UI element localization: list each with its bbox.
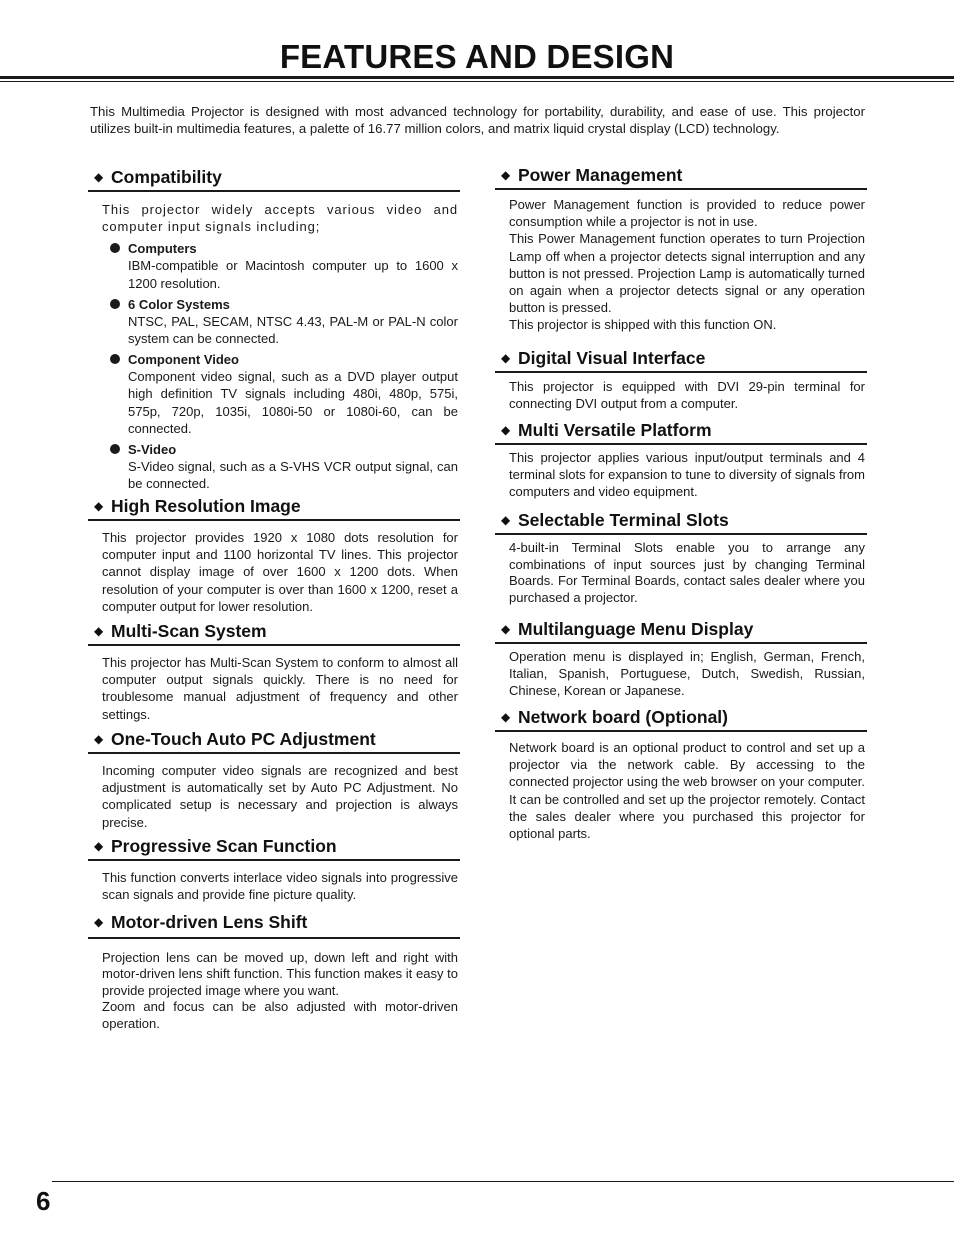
diamond-icon: ◆ (501, 710, 511, 724)
section-text: Operation menu is displayed in; English, German, French, Italian, Spanish, Portuguese, Dutch, Swedish, Russian, Chinese, Korean or Japanese. (509, 649, 865, 699)
section-heading (495, 618, 867, 644)
section-title: Multi Versatile Platform (518, 420, 712, 440)
page-number: 6 (36, 1186, 51, 1216)
list-item-title: Component Video (128, 352, 239, 368)
section-multilanguage (495, 618, 867, 700)
section-heading (88, 911, 460, 939)
section-body (102, 869, 458, 903)
section-text: This projector is equipped with DVI 29-pin terminal for connecting DVI output from a computer. (509, 379, 865, 412)
section-heading (495, 509, 867, 535)
title-rule-thin (0, 81, 954, 82)
diamond-icon: ◆ (94, 170, 104, 184)
section-body (509, 648, 865, 700)
section-title: One-Touch Auto PC Adjustment (111, 729, 376, 749)
section-title: Multi-Scan System (111, 621, 267, 641)
section-power-management (495, 164, 867, 334)
list-item (128, 351, 458, 437)
list-item-title: Computers (128, 241, 197, 257)
section-title: Power Management (518, 165, 683, 185)
list-item (128, 240, 458, 291)
section-heading (88, 728, 460, 754)
section-body (509, 378, 865, 412)
footer-rule (52, 1181, 954, 1182)
bullet-dot-icon (110, 243, 120, 253)
section-heading (495, 706, 867, 732)
bullet-dot-icon (110, 299, 120, 309)
section-progressive (88, 835, 460, 903)
section-network-board (495, 706, 867, 842)
section-text: This projector provides 1920 x 1080 dots resolution for computer input and 1100 horizontal TV lines. This projector cannot display image of over 1600 x 1200 dots. When resolution of your computer is over than 1600 x 1200, reset a computer output for lower resolution. (102, 530, 458, 614)
section-body (102, 654, 458, 723)
list-item-text: Component video signal, such as a DVD player output high definition TV signals including 480i, 480p, 575i, 575p, 720p, 1035i, 1080i-50 or 1080i-60, can be connected. (128, 369, 458, 436)
section-text: This Power Management function operates to turn Projection Lamp off when a projector detects signal interruption and any button is not pressed. Projection Lamp is automatically turned on again when a projector detects signal or any operation button is pressed. (509, 231, 865, 316)
list-item-text: NTSC, PAL, SECAM, NTSC 4.43, PAL-M or PAL-N color system can be connected. (128, 313, 458, 347)
list-item (128, 296, 458, 347)
diamond-icon: ◆ (501, 351, 511, 365)
section-text: This projector has Multi-Scan System to conform to almost all computer output signals quickly. There is no need for troublesome manual adjustment of frequency and other settings. (102, 655, 458, 722)
section-text: This function converts interlace video signals into progressive scan signals and provide fine picture quality. (102, 870, 458, 903)
diamond-icon: ◆ (94, 839, 104, 853)
section-body (509, 739, 865, 842)
section-body (102, 950, 458, 1032)
section-heading (88, 835, 460, 861)
section-body (102, 201, 458, 492)
section-text: This projector widely accepts various video and computer input signals including; (102, 202, 458, 235)
list-item (128, 441, 458, 492)
bullet-dot-icon (110, 354, 120, 364)
intro-paragraph: This Multimedia Projector is designed with most advanced technology for portability, durability, and ease of use. This projector utilizes built-in multimedia features, a palette of 16.77 million colors, and matrix liquid crystal display (LCD) technology. (90, 104, 865, 136)
title-rule (0, 76, 954, 79)
section-body (102, 529, 458, 615)
section-title: High Resolution Image (111, 496, 301, 516)
section-high-resolution (88, 495, 460, 615)
section-body (509, 540, 865, 606)
section-title: Multilanguage Menu Display (518, 619, 754, 639)
section-heading (88, 495, 460, 521)
section-text: Zoom and focus can be also adjusted with motor-driven operation. (102, 999, 458, 1031)
bullet-dot-icon (110, 444, 120, 454)
diamond-icon: ◆ (94, 732, 104, 746)
diamond-icon: ◆ (94, 915, 104, 929)
diamond-icon: ◆ (501, 423, 511, 437)
list-item-title: S-Video (128, 442, 177, 458)
section-text: Projection lens can be moved up, down left and right with motor-driven lens shift function. This function makes it easy to provide projected image where you want. (102, 950, 458, 998)
section-title: Digital Visual Interface (518, 348, 706, 368)
section-title: Progressive Scan Function (111, 836, 337, 856)
diamond-icon: ◆ (501, 168, 511, 182)
section-body (509, 449, 865, 501)
section-auto-pc (88, 728, 460, 831)
section-text: This projector is shipped with this function ON. (509, 317, 777, 333)
section-title: Selectable Terminal Slots (518, 510, 729, 530)
section-heading (88, 166, 460, 192)
section-title: Motor-driven Lens Shift (111, 912, 308, 932)
section-lens-shift (88, 911, 460, 1032)
page-title: FEATURES AND DESIGN (279, 38, 675, 75)
section-text: This projector applies various input/output terminals and 4 terminal slots for expansion to tune to diversity of signals from computers and video equipment. (509, 450, 865, 500)
diamond-icon: ◆ (94, 624, 104, 638)
list-item-title: 6 Color Systems (128, 296, 230, 312)
list-item-text: IBM-compatible or Macintosh computer up to 1600 x 1200 resolution. (128, 258, 458, 291)
diamond-icon: ◆ (501, 622, 511, 636)
section-title: Network board (Optional) (518, 707, 728, 727)
section-compatibility (88, 166, 460, 492)
section-body (102, 762, 458, 831)
section-heading (88, 620, 460, 646)
section-multi-scan (88, 620, 460, 723)
section-heading (495, 347, 867, 373)
section-text: 4-built-in Terminal Slots enable you to arrange any combinations of input sources just by changing Terminal Boards. For Terminal Boards, contact sales dealer where you purchased a projector. (509, 540, 865, 605)
section-heading (495, 419, 867, 445)
diamond-icon: ◆ (501, 513, 511, 527)
section-title: Compatibility (111, 167, 222, 187)
list-item-text: S-Video signal, such as a S-VHS VCR output signal, can be connected. (128, 459, 458, 492)
section-text: Incoming computer video signals are recognized and best adjustment is automatically set by Auto PC Adjustment. No complicated setup is necessary and projection is always precise. (102, 763, 458, 830)
section-dvi (495, 347, 867, 412)
section-text: Power Management function is provided to reduce power consumption while a projector is not in use. (509, 197, 865, 230)
section-terminal-slots (495, 509, 867, 606)
section-body (509, 196, 865, 334)
section-heading (495, 164, 867, 190)
diamond-icon: ◆ (94, 499, 104, 513)
section-text: Network board is an optional product to control and set up a projector via the network cable. By accessing to the connected projector using the web browser on your computer. It can be controlled and set up the projector remotely. Contact the sales dealer where you purchased this projector for optional parts. (509, 740, 865, 842)
section-versatile-platform (495, 419, 867, 501)
